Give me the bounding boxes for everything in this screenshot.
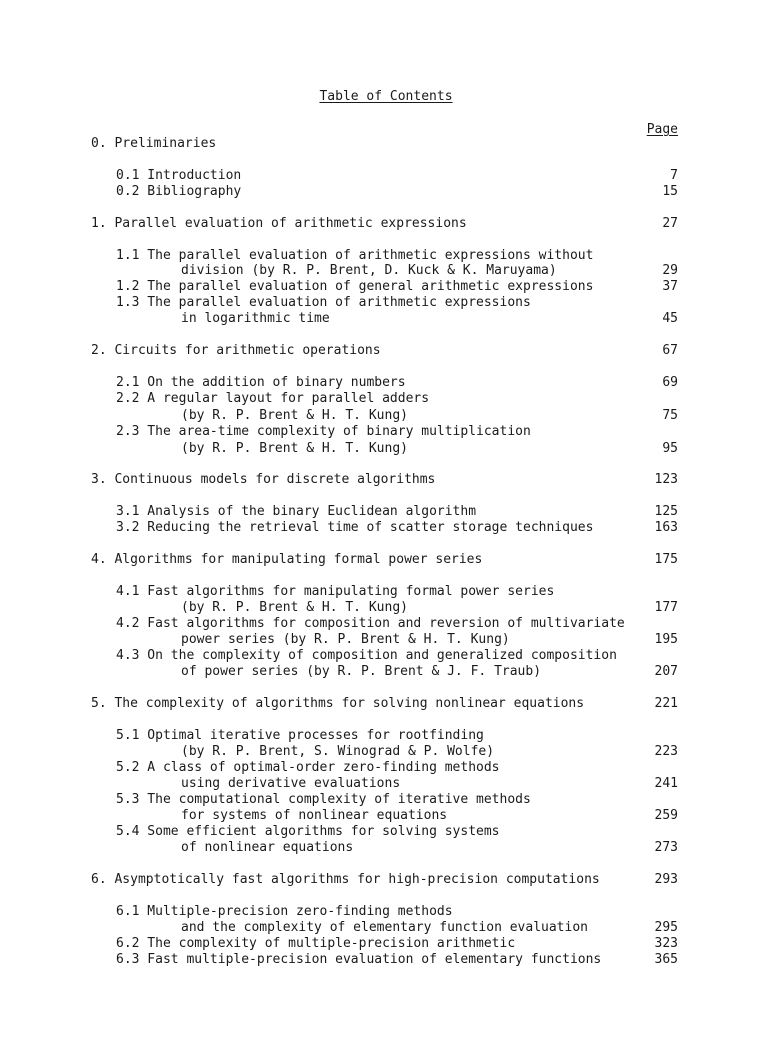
toc-entry-row xyxy=(0,664,768,680)
toc-entry-row xyxy=(0,760,768,776)
toc-entry-title: 1.1 The parallel evaluation of arithmetic expressions without xyxy=(116,248,594,263)
toc-page-number: 15 xyxy=(662,184,678,199)
toc-entry-row xyxy=(0,632,768,648)
toc-chapter-row xyxy=(0,136,768,152)
toc-page-number: 67 xyxy=(662,343,678,358)
toc-entry-row xyxy=(0,441,768,457)
toc-entry-title: using derivative evaluations xyxy=(181,776,401,791)
toc-page-number: 241 xyxy=(654,776,678,791)
toc-entry-title: 4.2 Fast algorithms for composition and reversion of multivariate xyxy=(116,616,625,631)
toc-page-number: 37 xyxy=(662,279,678,294)
toc-entry-row xyxy=(0,792,768,808)
toc-entry-row xyxy=(0,295,768,311)
toc-entry-title: 0. Preliminaries xyxy=(91,136,217,151)
toc-entry-title: 1.3 The parallel evaluation of arithmetic expressions xyxy=(116,295,531,310)
toc-entry-title: in logarithmic time xyxy=(181,311,330,326)
toc-entry-title: 2.2 A regular layout for parallel adders xyxy=(116,391,430,406)
toc-entry-row xyxy=(0,616,768,632)
toc-page-number: 75 xyxy=(662,408,678,423)
toc-entry-row xyxy=(0,936,768,952)
toc-entry-title: 3.2 Reducing the retrieval time of scatter storage techniques xyxy=(116,520,594,535)
toc-entry-title: 4. Algorithms for manipulating formal power series xyxy=(91,552,483,567)
toc-entry-row xyxy=(0,648,768,664)
toc-entry-row xyxy=(0,728,768,744)
toc-entry-row xyxy=(0,808,768,824)
page-column-header: Page xyxy=(646,122,678,137)
toc-chapter-row xyxy=(0,872,768,888)
toc-chapter-row xyxy=(0,343,768,359)
toc-entry-title: 5.1 Optimal iterative processes for rootfinding xyxy=(116,728,484,743)
toc-chapter-row xyxy=(0,552,768,568)
toc-entry-title: 3.1 Analysis of the binary Euclidean algorithm xyxy=(116,504,477,519)
toc-page-number: 223 xyxy=(654,744,678,759)
toc-page-number: 163 xyxy=(654,520,678,535)
toc-entry-title: 6.3 Fast multiple-precision evaluation of elementary functions xyxy=(116,952,602,967)
toc-entry-title: (by R. P. Brent & H. T. Kung) xyxy=(181,408,408,423)
toc-entry-row xyxy=(0,904,768,920)
toc-entry-row xyxy=(0,824,768,840)
toc-entry-row xyxy=(0,184,768,200)
toc-page-number: 295 xyxy=(654,920,678,935)
toc-entry-title: 6. Asymptotically fast algorithms for high-precision computations xyxy=(91,872,600,887)
toc-entry-row xyxy=(0,504,768,520)
toc-page-number: 221 xyxy=(654,696,678,711)
toc-entry-title: 2.1 On the addition of binary numbers xyxy=(116,375,406,390)
toc-page-number: 177 xyxy=(654,600,678,615)
toc-page-number: 95 xyxy=(662,441,678,456)
toc-chapter-row xyxy=(0,696,768,712)
toc-entry-title: 4.1 Fast algorithms for manipulating formal power series xyxy=(116,584,555,599)
toc-chapter-row xyxy=(0,216,768,232)
toc-entry-row xyxy=(0,424,768,440)
toc-page-number: 259 xyxy=(654,808,678,823)
toc-entry-title: 0.2 Bibliography xyxy=(116,184,242,199)
toc-entry-title: 5.4 Some efficient algorithms for solving systems xyxy=(116,824,500,839)
toc-page-number: 195 xyxy=(654,632,678,647)
toc-entry-row xyxy=(0,600,768,616)
toc-entry-title: for systems of nonlinear equations xyxy=(181,808,448,823)
toc-entry-title: 0.1 Introduction xyxy=(116,168,242,183)
toc-entry-title: 1. Parallel evaluation of arithmetic expressions xyxy=(91,216,467,231)
toc-page-number: 293 xyxy=(654,872,678,887)
document-title: Table of Contents xyxy=(319,89,453,104)
toc-page-number: 45 xyxy=(662,311,678,326)
toc-page-number: 69 xyxy=(662,375,678,390)
toc-entry-row xyxy=(0,584,768,600)
toc-page-number: 365 xyxy=(654,952,678,967)
toc-entry-title: power series (by R. P. Brent & H. T. Kung) xyxy=(181,632,510,647)
toc-entry-title: 4.3 On the complexity of composition and generalized composition xyxy=(116,648,617,663)
toc-entry-title: 2.3 The area-time complexity of binary multiplication xyxy=(116,424,531,439)
toc-entry-title: 6.2 The complexity of multiple-precision arithmetic xyxy=(116,936,516,951)
toc-entry-title: (by R. P. Brent & H. T. Kung) xyxy=(181,600,408,615)
toc-entry-row xyxy=(0,520,768,536)
toc-entry-row xyxy=(0,920,768,936)
toc-entry-title: (by R. P. Brent & H. T. Kung) xyxy=(181,441,408,456)
toc-entry-title: 1.2 The parallel evaluation of general arithmetic expressions xyxy=(116,279,594,294)
toc-entry-row xyxy=(0,840,768,856)
toc-entry-row xyxy=(0,263,768,279)
toc-entry-title: 5.2 A class of optimal-order zero-finding methods xyxy=(116,760,500,775)
toc-entry-row xyxy=(0,279,768,295)
toc-entry-title: 6.1 Multiple-precision zero-finding methods xyxy=(116,904,453,919)
toc-entry-row xyxy=(0,391,768,407)
toc-chapter-row xyxy=(0,472,768,488)
toc-page-number: 273 xyxy=(654,840,678,855)
toc-entry-row xyxy=(0,168,768,184)
toc-entry-title: 3. Continuous models for discrete algorithms xyxy=(91,472,436,487)
toc-entry-row xyxy=(0,744,768,760)
toc-page-number: 125 xyxy=(654,504,678,519)
toc-page-number: 323 xyxy=(654,936,678,951)
toc-entry-title: division (by R. P. Brent, D. Kuck & K. Maruyama) xyxy=(181,263,557,278)
toc-page-number: 123 xyxy=(654,472,678,487)
toc-page-number: 7 xyxy=(670,168,678,183)
toc-entry-title: of power series (by R. P. Brent & J. F. Traub) xyxy=(181,664,542,679)
toc-page-number: 27 xyxy=(662,216,678,231)
toc-entry-title: 2. Circuits for arithmetic operations xyxy=(91,343,381,358)
toc-entry-row xyxy=(0,408,768,424)
toc-page-number: 207 xyxy=(654,664,678,679)
toc-entry-title: 5.3 The computational complexity of iterative methods xyxy=(116,792,531,807)
toc-page-number: 29 xyxy=(662,263,678,278)
toc-entry-row xyxy=(0,776,768,792)
toc-entry-title: 5. The complexity of algorithms for solving nonlinear equations xyxy=(91,696,585,711)
toc-entry-row xyxy=(0,952,768,968)
toc-entry-title: of nonlinear equations xyxy=(181,840,354,855)
toc-page-number: 175 xyxy=(654,552,678,567)
toc-entry-title: (by R. P. Brent, S. Winograd & P. Wolfe) xyxy=(181,744,495,759)
toc-entry-row xyxy=(0,248,768,264)
toc-entry-row xyxy=(0,311,768,327)
toc-entry-row xyxy=(0,375,768,391)
toc-entry-title: and the complexity of elementary function evaluation xyxy=(181,920,588,935)
